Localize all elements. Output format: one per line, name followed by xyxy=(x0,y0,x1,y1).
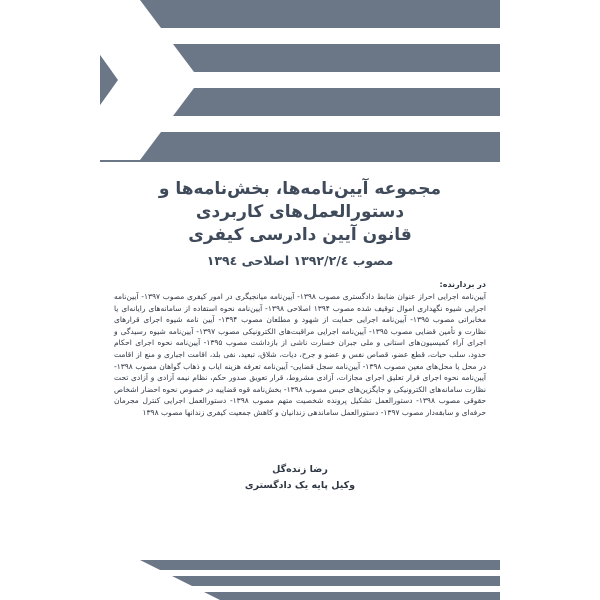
title-block xyxy=(100,178,500,268)
contents-text: آیین‌نامه اجرایی احراز عنوان ضابط دادگستری مصوب ۱۳۹۸- آیین‌نامه میانجیگری در امور کیفری مصوب ۱۳۹۷- آیین‌نامه اجرایی شیوه نگهداری اموال توقیف شده مصوب ۱۳۹۴ اصلاحی ۱۳۹۸- آیین‌نامه نحوه استفاده از سامانه‌های رایانه‌ای یا مخابراتی مصوب ۱۳۹۵- آیین‌نامه اجرایی حمایت از شهود و مطلعان مصوب ۱۳۹۴- آیین نامه شیوه اجرای قرارهای نظارت و تأمین قضایی مصوب ۱۳۹۵- آیین‌نامه اجرایی مراقبت‌های الکترونیکی مصوب ۱۳۹۷- آیین‌نامه شیوه رسیدگی و اجرای آراء کمیسیون‌های استانی و ملی جبران خسارت ناشی از بازداشت مصوب ۱۳۹۵- آیین‌نامه نحوه اجرای احکام حدود، سلب حیات، قطع عضو، قصاص نفس و عضو و جرح، دیات، شلاق، تبعید، نفی بلد، اقامت اجباری و منع از اقامت در محل یا محل‌های معین مصوب ۱۳۹۸- آیین‌نامه سجل قضایی- آیین‌نامه تعرفه هزینه ایاب و ذهاب گواهان مصوب ۱۳۹۸- آیین‌نامه نحوه اجرای قرار تعلیق اجرای مجازات، آزادی مشروط، قرار تعویق صدور حکم، نظام نیمه آزادی و آزادی تحت نظارت سامانه‌های الکترونیکی و جایگزین‌های حبس مصوب ۱۳۹۸- بخش‌نامه قوه قضاییه در خصوص نحوه احضار اشخاص حقوقی مصوب ۱۳۹۸- دستورالعمل تشکیل پرونده شخصیت متهم مصوب ۱۳۹۸- دستورالعمل اجرایی کنترل مجرمان حرفه‌ای و سابقه‌دار مصوب ۱۳۹۷- دستورالعمل ساماندهی زندانیان و کاهش جمعیت کیفری زندانها مصوب ۱۳۹۸ xyxy=(114,292,487,417)
band-4 xyxy=(100,132,500,162)
band-1 xyxy=(100,0,500,28)
bottom-band-1 xyxy=(100,560,500,570)
author-name: رضا زنده‌گل xyxy=(272,464,328,475)
bottom-diagonal-pattern xyxy=(100,520,500,600)
approval-date: مصوب ۱۳۹۲/۲/٤ اصلاحی ۱۳۹٤ xyxy=(206,253,394,268)
title-line-1: مجموعه آیین‌نامه‌ها، بخش‌نامه‌ها و xyxy=(158,179,442,199)
title-line-3: قانون آیین دادرسی کیفری xyxy=(188,225,412,245)
contents-label: در بردارنده: xyxy=(439,280,486,289)
top-decoration xyxy=(100,0,500,165)
author-role: وکیل پایه یک دادگستری xyxy=(244,480,356,491)
contents-block xyxy=(114,279,486,419)
author-block xyxy=(100,462,500,494)
book-cover xyxy=(100,0,500,600)
title-line-2: دستورالعمل‌های کاربردی xyxy=(195,202,405,222)
